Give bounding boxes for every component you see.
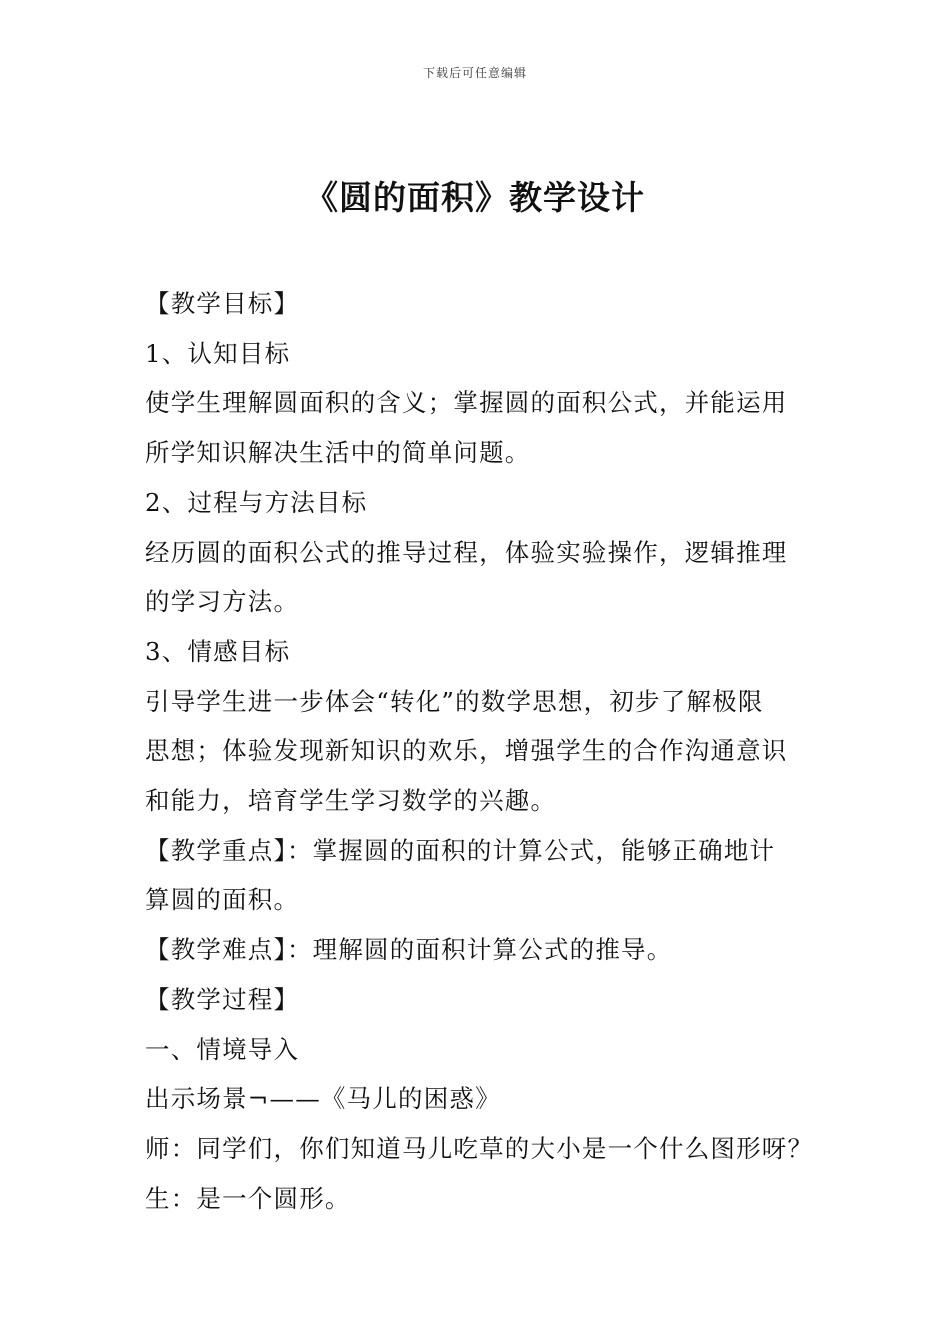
subheading-emotion: 3、情感目标 [145, 636, 291, 666]
subheading-intro: 一、情境导入 [145, 1034, 300, 1064]
paragraph-line: 和能力，培育学生学习数学的兴趣。 [145, 786, 557, 816]
paragraph-line: 出示场景¬——《马儿的困惑》 [145, 1084, 501, 1114]
section-heading-process: 【教学过程】 [145, 984, 300, 1014]
paragraph-line: 的学习方法。 [145, 587, 300, 617]
paragraph-line: 思想；体验发现新知识的欢乐，增强学生的合作沟通意识 [145, 736, 788, 766]
subheading-process: 2、过程与方法目标 [145, 487, 368, 517]
dialogue-line: 师：同学们，你们知道马儿吃草的大小是一个什么图形呀？ [145, 1133, 814, 1163]
paragraph-line: 算圆的面积。 [145, 885, 300, 915]
section-heading-objectives: 【教学目标】 [145, 289, 300, 318]
document-body [145, 279, 814, 1223]
document-title: 《圆的面积》教学设计 [305, 178, 645, 217]
paragraph-line: 所学知识解决生活中的简单问题。 [145, 438, 531, 468]
dialogue-line: 生：是一个圆形。 [145, 1183, 351, 1213]
header-note: 下载后可任意编辑 [422, 66, 527, 80]
paragraph-line: 引导学生进一步体会“转化”的数学思想，初步了解极限 [145, 686, 764, 716]
subheading-cognitive: 1、认知目标 [145, 338, 291, 368]
paragraph-line: 使学生理解圆面积的含义；掌握圆的面积公式，并能运用 [145, 388, 788, 418]
difficult-point-line: 【教学难点】：理解圆的面积计算公式的推导。 [145, 935, 673, 965]
paragraph-line: 经历圆的面积公式的推导过程，体验实验操作，逻辑推理 [145, 537, 788, 567]
key-point-line: 【教学重点】：掌握圆的面积的计算公式，能够正确地计 [145, 835, 776, 865]
